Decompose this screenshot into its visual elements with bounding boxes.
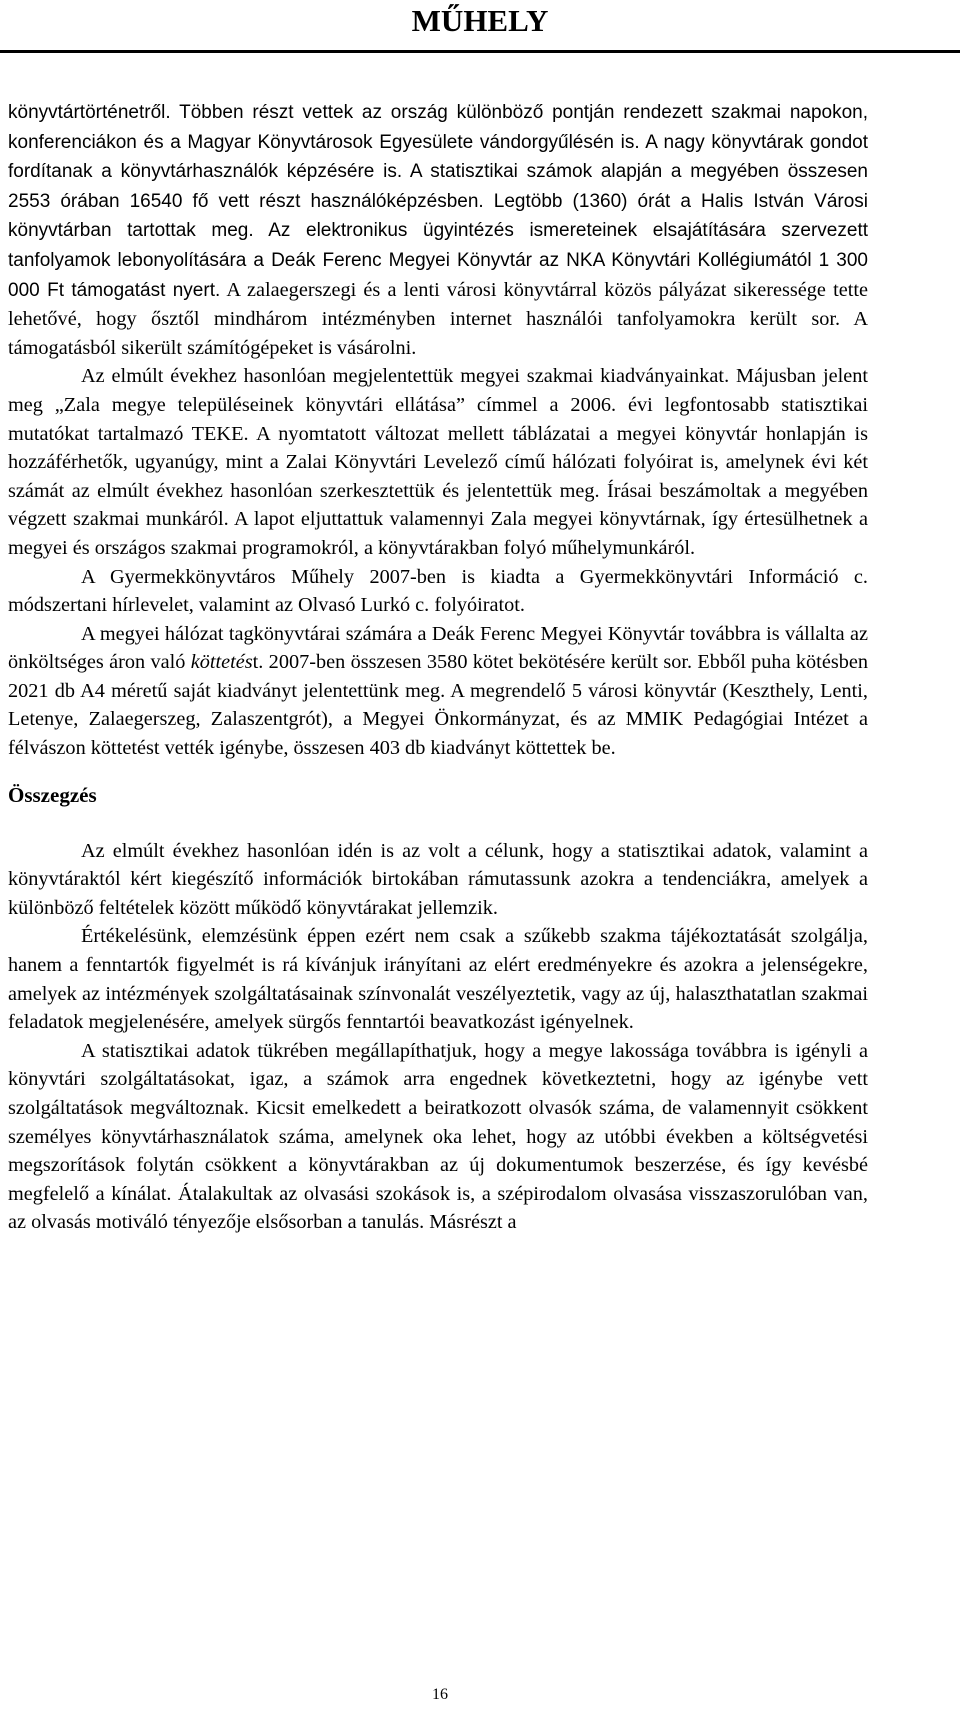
binding-text-b: t. 2007-ben összesen 3580 kötet bekötésére került sor. Ebből puha kötésben 2021 db A4 méretű saját kiadványt jelentettünk meg. A megrendelő 5 városi könyvtár (Keszthely, Lenti, Letenye, Zalaegerszeg, Zalaszentgrót), a Megyei Önkormányzat, és az MMIK Pedagógiai Intézet a félvászon köttetést vették igénybe, összesen 403 db kiadványt köttettek be. bbox=[8, 651, 868, 760]
page-number: 16 bbox=[432, 1686, 448, 1703]
summary-paragraph-3: A statisztikai adatok tükrében megállapíthatjuk, hogy a megye lakossága továbbra is igényli a könyvtári szolgáltatásokat, igaz, a számok arra engednek következtetni, hogy az igénybe vett szolgáltatások megváltoznak. Kicsit emelkedett a beiratkozott olvasók száma, de valamennyit csökkent személyes könyvtárhasználatok száma, amelynek oka lehet, hogy az utóbbi években a költségvetési megszorítások folytán csökkent a könyvtárakban az új dokumentumok beszerzése, és így kevésbé megfelelő a kínálat. Átalakultak az olvasási szokások is, a szépirodalom olvasása visszaszorulóban van, az olvasás motiváló tényezője elsősorban a tanulás. Másrészt a bbox=[8, 1039, 868, 1234]
header-title: MŰHELY bbox=[411, 3, 549, 38]
header-rule bbox=[0, 50, 960, 53]
document-body bbox=[8, 98, 868, 1237]
intro-paragraph bbox=[8, 98, 868, 362]
intro-serif-text: A zalaegerszegi és a lenti városi könyvtárral közös pályázat sikeressége tette lehetővé, hogy ősztől mindhárom intézményben internet használói tanfolyamokra került sor. A támogatásból sikerült számítógépeket is vásárolni. bbox=[8, 278, 868, 359]
summary-paragraph-2: Értékelésünk, elemzésünk éppen ezért nem csak a szűkebb szakma tájékoztatását szolgálja, hanem a fenntartók figyelmét is rá kívánjuk irányítani az elért eredményekre és azokra a jelenségekre, amelyek az intézmények szolgáltatásainak színvonalát veszélyeztetik, vagy az új, halaszthatatlan szakmai feladatok megjelenésére, amelyek sürgős fenntartói beavatkozást igényelnek. bbox=[8, 925, 868, 1034]
children-library-paragraph: A Gyermekkönyvtáros Műhely 2007-ben is kiadta a Gyermekkönyvtári Információ c. módszertani hírlevelet, valamint az Olvasó Lurkó c. folyóiratot. bbox=[8, 565, 868, 617]
summary-paragraph-1: Az elmúlt évekhez hasonlóan idén is az volt a célunk, hogy a statisztikai adatok, valamint a könyvtáraktól kért kiegészítő információk birtokában rámutassunk azokra a tendenciákra, amelyek a különböző feltételek között működő könyvtárakat jellemzik. bbox=[8, 839, 868, 919]
binding-italic-word: köttetés bbox=[190, 651, 253, 674]
publications-paragraph: Az elmúlt évekhez hasonlóan megjelentettük megyei szakmai kiadványainkat. Májusban jelent meg „Zala megye településeinek könyvtári ellátása” címmel a 2006. évi legfontosabb statisztikai mutatókat tartalmazó TEKE. A nyomtatott változat mellett táblázatai a megyei könyvtár honlapján is hozzáférhetők, ugyanúgy, mint a Zalai Könyvtári Levelező című hálózati folyóirat is, amelynek évi két számát az elmúlt évekhez hasonlóan szerkesztettük és jelentettük meg. Írásai beszámoltak a megyében végzett szakmai munkáról. A lapot eljuttattuk valamennyi Zala megyei könyvtárnak, így értesülhetnek a megyei és országos szakmai programokról, a könyvtárakban folyó műhelymunkáról. bbox=[8, 365, 868, 559]
binding-text-a: A megyei hálózat tagkönyvtárai számára a Deák Ferenc Megyei Könyvtár továbbra is vállalta az önköltséges áron való bbox=[8, 622, 868, 674]
binding-paragraph bbox=[8, 620, 868, 763]
intro-sans-text: könyvtártörténetről. Többen részt vettek az ország különböző pontján rendezett szakmai napokon, konferenciákon és a Magyar Könyvtárosok Egyesülete vándorgyűlésén is. A nagy könyvtárak gondot fordítanak a könyvtárhasználók képzésére is. A statisztikai számok alapján a megyében összesen 2553 órában 16540 fő vett részt használóképzésben. Legtöbb (1360) órát a Halis István Városi könyvtárban tartottak meg. Az elektronikus ügyintézés ismereteinek elsajátítására szervezett tanfolyamok lebonyolítására a Deák Ferenc Megyei Könyvtár az NKA Könyvtári Kollégiumától 1 300 000 Ft támogatást nyert. bbox=[8, 102, 868, 301]
section-heading: Összegzés bbox=[8, 782, 97, 807]
page-header bbox=[0, 0, 960, 62]
